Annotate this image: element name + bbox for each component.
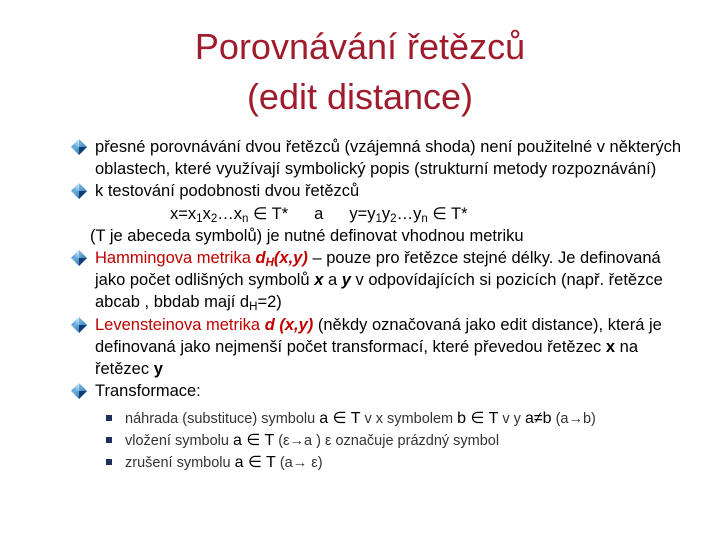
sub-item-insertion [125,430,720,452]
leven-text-2: na řetězec [95,337,638,379]
formula-membership: ∈ T* [248,204,289,223]
hamming-and: a [323,271,342,290]
formula-sub: 2 [390,212,397,225]
leven-y: y [153,360,163,379]
string-formula [170,203,720,225]
hamming-y: y [341,271,351,290]
alphabet-note: (T je abeceda symbolů) je nutné definovat vhodnou metriku [90,226,524,245]
hamming-name: Hammingova metrika [95,249,251,268]
title-line-2: (edit distance) [246,76,474,117]
diamond-bullet-icon [70,138,88,156]
symbol-membership: ∈ T [241,432,275,450]
hamming-args: (x,y) [273,249,308,268]
sub-text: v x symbolem [360,411,458,428]
sub-item-substitution [125,408,720,430]
title-line-1: Porovnávání řetězců [194,26,526,67]
leven-name: Levensteinova metrika [95,315,261,334]
formula-membership: ∈ T* [427,204,468,223]
list-item [0,380,720,402]
square-bullet-icon [106,415,112,421]
hamming-text-3: =2) [257,293,282,312]
symbol-membership: ∈ T [466,410,499,428]
symbol-membership: ∈ T [328,410,361,428]
formula-and: a [314,204,324,223]
formula-sub: n [421,212,428,225]
symbol-membership: ∈ T [243,454,276,472]
sub-text: (ε→a ) ε označuje prázdný symbol [274,433,500,450]
hamming-x: x [314,271,324,290]
bullet-text-similarity: k testování podobnosti dvou řetězců [95,182,360,201]
leven-text-1: (někdy označovaná jako edit distance), která je definovaná jako nejmenší počet transformací, které převedou řetězec [95,315,662,356]
transformations-label: Transformace: [95,382,201,401]
formula-y2: y [381,204,391,223]
formula-x: x=x [170,204,197,223]
symbol-a: a [234,454,244,472]
sub-text: v y [498,411,525,428]
list-item [0,314,720,381]
bullet-text-hamming [95,247,690,314]
diamond-bullet-icon [70,182,88,200]
leven-d: d (x,y) [264,315,314,334]
diamond-bullet-icon [70,249,88,267]
sub-text: náhrada (substituce) symbolu [125,411,320,428]
formula-dots: …x [217,204,242,223]
hamming-h-sub: H [249,301,258,314]
formula-y: y=y [349,204,376,223]
symbol-condition: a≠b [524,410,552,428]
hamming-text-1: – pouze pro řetězce stejné délky. Je definovaná jako počet odlišných symbolů [95,249,661,290]
sub-text: vložení symbolu [125,433,233,450]
formula-x2: x [202,204,211,223]
sub-text: (a→b) [551,411,596,428]
formula-sub: 1 [375,212,382,225]
sub-item-deletion [125,452,720,474]
symbol-a: a [319,410,329,428]
diamond-bullet-icon [70,316,88,334]
slide-title [0,22,720,122]
leven-x: x [605,337,616,356]
sub-text: (a→ ε) [275,455,323,472]
formula-sub: 2 [210,212,218,225]
diamond-bullet-icon [70,382,88,400]
symbol-a: a [233,432,242,450]
sub-text: zrušení symbolu [125,455,235,472]
hamming-d: d [255,249,266,268]
square-bullet-icon [106,459,112,465]
square-bullet-icon [106,437,112,443]
slide-content [0,136,720,474]
formula-sub: n [241,212,249,225]
transformations-list [0,408,720,474]
hamming-text-2: v odpovídajících si pozicích (např. řetězce abcab , bbdab mají d [95,271,663,312]
list-item [0,180,720,202]
bullet-text-exact-matching: přesné porovnávání dvou řetězců (vzájemná shoda) není použitelné v některých oblastech, které využívají symbolický popis (strukturní metody rozpoznávání) [95,138,682,179]
hamming-d-sub: H [265,257,274,270]
formula-dots: …y [396,204,422,223]
list-item [0,247,720,314]
bullet-text-levenshtein [95,314,690,381]
list-item [0,136,720,180]
symbol-b: b [457,410,467,428]
formula-sub: 1 [196,212,203,225]
